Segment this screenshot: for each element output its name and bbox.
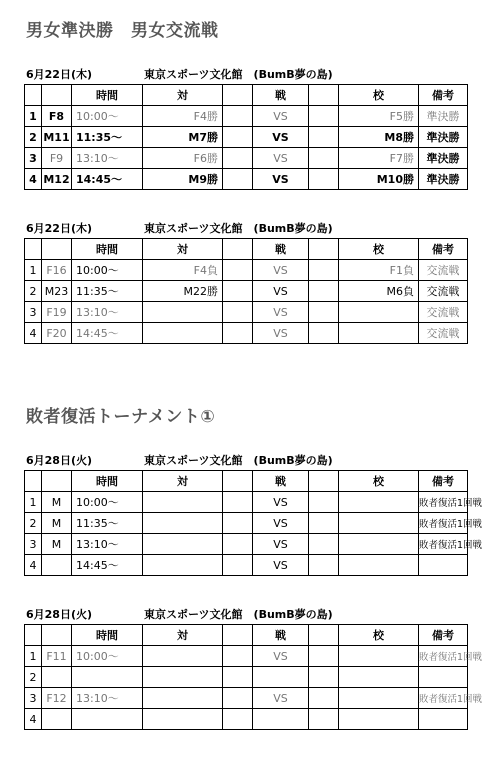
header-tai: 対 (143, 85, 223, 106)
team-right: F5勝 (339, 106, 419, 127)
table-row (25, 169, 468, 190)
header-sen: 戦 (253, 471, 309, 492)
venue-name: 東京スポーツ文化館 (BumB夢の島) (144, 608, 333, 621)
match-code: F12 (42, 688, 72, 709)
schedule-date-venue (26, 452, 333, 468)
row-number: 2 (25, 127, 42, 148)
match-note: 敗者復活1回戦 (419, 646, 468, 667)
table-row (25, 555, 468, 576)
header-sen: 戦 (253, 239, 309, 260)
match-note: 敗者復活1回戦 (419, 534, 468, 555)
team-left: F4負 (143, 260, 223, 281)
match-note: 交流戦 (419, 302, 468, 323)
header-kou: 校 (339, 471, 419, 492)
vs-label: VS (253, 302, 309, 323)
header-tai: 対 (143, 471, 223, 492)
match-time: 10:00～ (72, 646, 143, 667)
match-time: 13:10～ (72, 148, 143, 169)
match-note: 準決勝 (419, 148, 468, 169)
schedule-table-semifinals (24, 84, 468, 190)
row-number: 4 (25, 323, 42, 344)
header-tai: 対 (143, 625, 223, 646)
match-code: F20 (42, 323, 72, 344)
row-number: 4 (25, 169, 42, 190)
vs-label: VS (253, 169, 309, 190)
table-row (25, 534, 468, 555)
row-number: 1 (25, 646, 42, 667)
table-row (25, 709, 468, 730)
vs-label: VS (253, 513, 309, 534)
match-time: 10:00～ (72, 106, 143, 127)
match-code: F8 (42, 106, 72, 127)
header-tai: 対 (143, 239, 223, 260)
section-title-consolation: 敗者復活トーナメント① (26, 407, 216, 427)
match-date: 6月28日(火) (26, 608, 93, 621)
team-right: F7勝 (339, 148, 419, 169)
vs-label: VS (253, 281, 309, 302)
header-biko: 備考 (419, 239, 468, 260)
header-time: 時間 (72, 471, 143, 492)
team-right (339, 302, 419, 323)
row-number: 3 (25, 148, 42, 169)
row-number: 1 (25, 106, 42, 127)
match-note: 交流戦 (419, 260, 468, 281)
header-biko: 備考 (419, 85, 468, 106)
match-code: F11 (42, 646, 72, 667)
row-number: 1 (25, 492, 42, 513)
schedule-date-venue (26, 220, 333, 236)
vs-label: VS (253, 106, 309, 127)
match-time: 14:45～ (72, 323, 143, 344)
match-time: 11:35～ (72, 513, 143, 534)
vs-label: VS (253, 555, 309, 576)
table-row (25, 281, 468, 302)
row-number: 2 (25, 281, 42, 302)
team-right: M10勝 (339, 169, 419, 190)
team-left: M7勝 (143, 127, 223, 148)
vs-label: VS (253, 492, 309, 513)
vs-label: VS (253, 127, 309, 148)
schedule-table-consolation-m (24, 470, 483, 576)
match-note: 敗者復活1回戦 (419, 688, 468, 709)
header-kou: 校 (339, 239, 419, 260)
match-date: 6月28日(火) (26, 454, 93, 467)
row-number: 4 (25, 709, 42, 730)
match-time: 13:10～ (72, 534, 143, 555)
team-left: F6勝 (143, 148, 223, 169)
match-date: 6月22日(木) (26, 222, 93, 235)
header-kou: 校 (339, 85, 419, 106)
table-row (25, 260, 468, 281)
team-right: F1負 (339, 260, 419, 281)
match-time: 14:45～ (72, 555, 143, 576)
team-left (143, 323, 223, 344)
team-right: M8勝 (339, 127, 419, 148)
match-time: 11:35～ (72, 281, 143, 302)
header-row (25, 85, 468, 106)
header-biko: 備考 (419, 471, 468, 492)
header-biko: 備考 (419, 625, 468, 646)
vs-label: VS (253, 534, 309, 555)
header-sen: 戦 (253, 625, 309, 646)
header-time: 時間 (72, 85, 143, 106)
match-code: M (42, 492, 72, 513)
table-row (25, 513, 468, 534)
team-left: M22勝 (143, 281, 223, 302)
match-code: M (42, 513, 72, 534)
match-note: 交流戦 (419, 281, 468, 302)
venue-name: 東京スポーツ文化館 (BumB夢の島) (144, 222, 333, 235)
match-time: 13:10～ (72, 302, 143, 323)
vs-label: VS (253, 688, 309, 709)
section-title-semifinals: 男女準決勝 男女交流戦 (26, 21, 219, 41)
match-code: M12 (42, 169, 72, 190)
match-time: 10:00～ (72, 260, 143, 281)
match-date: 6月22日(木) (26, 68, 93, 81)
match-note: 準決勝 (419, 127, 468, 148)
schedule-table-exchange (24, 238, 468, 344)
header-sen: 戦 (253, 85, 309, 106)
team-left (143, 302, 223, 323)
match-code: F16 (42, 260, 72, 281)
table-row (25, 323, 468, 344)
row-number: 2 (25, 667, 42, 688)
header-time: 時間 (72, 625, 143, 646)
match-code: M23 (42, 281, 72, 302)
table-row (25, 148, 468, 169)
schedule-table-consolation-f (24, 624, 483, 730)
match-note: 準決勝 (419, 106, 468, 127)
table-row (25, 127, 468, 148)
match-code: F9 (42, 148, 72, 169)
match-time: 13:10～ (72, 688, 143, 709)
team-right: M6負 (339, 281, 419, 302)
venue-name: 東京スポーツ文化館 (BumB夢の島) (144, 68, 333, 81)
team-right (339, 323, 419, 344)
header-time: 時間 (72, 239, 143, 260)
vs-label: VS (253, 148, 309, 169)
row-number: 4 (25, 555, 42, 576)
header-row (25, 625, 468, 646)
header-kou: 校 (339, 625, 419, 646)
table-row (25, 688, 468, 709)
table-row (25, 646, 468, 667)
match-code (42, 555, 72, 576)
vs-label: VS (253, 323, 309, 344)
header-row (25, 471, 468, 492)
header-row (25, 239, 468, 260)
schedule-date-venue (26, 66, 333, 82)
team-left: F4勝 (143, 106, 223, 127)
match-note: 敗者復活1回戦 (419, 492, 468, 513)
venue-name: 東京スポーツ文化館 (BumB夢の島) (144, 454, 333, 467)
row-number: 3 (25, 302, 42, 323)
row-number: 3 (25, 534, 42, 555)
table-row (25, 667, 468, 688)
match-time: 11:35～ (72, 127, 143, 148)
match-note: 敗者復活1回戦 (419, 513, 468, 534)
vs-label: VS (253, 260, 309, 281)
table-row (25, 492, 468, 513)
team-left: M9勝 (143, 169, 223, 190)
match-code: M11 (42, 127, 72, 148)
row-number: 2 (25, 513, 42, 534)
table-row (25, 302, 468, 323)
schedule-date-venue (26, 606, 333, 622)
row-number: 1 (25, 260, 42, 281)
vs-label: VS (253, 646, 309, 667)
match-note (419, 555, 468, 576)
match-code: F19 (42, 302, 72, 323)
row-number: 3 (25, 688, 42, 709)
match-code: M (42, 534, 72, 555)
match-time: 10:00～ (72, 492, 143, 513)
table-row (25, 106, 468, 127)
match-time: 14:45～ (72, 169, 143, 190)
match-note: 交流戦 (419, 323, 468, 344)
match-note: 準決勝 (419, 169, 468, 190)
